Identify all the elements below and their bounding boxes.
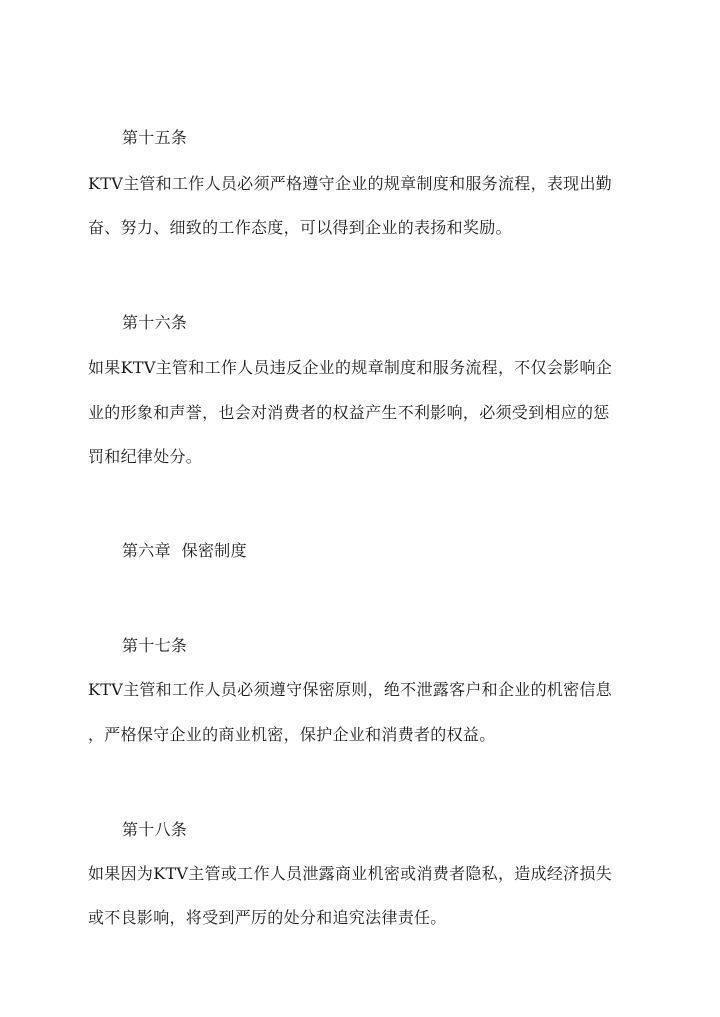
article-17-line-2: ，严格保守企业的商业机密，保护企业和消费者的权益。 bbox=[88, 725, 496, 744]
article-16-heading: 第十六条 bbox=[122, 313, 188, 332]
article-18-line-2: 或不良影响，将受到严厉的处分和追究法律责任。 bbox=[88, 908, 447, 927]
article-16-line-1: 如果KTV主管和工作人员违反企业的规章制度和服务流程，不仅会影响企 bbox=[88, 358, 613, 377]
article-17-heading: 第十七条 bbox=[122, 636, 188, 655]
article-18-line-1: 如果因为KTV主管或工作人员泄露商业机密或消费者隐私，造成经济损失 bbox=[88, 864, 613, 883]
article-15-heading: 第十五条 bbox=[122, 128, 188, 147]
article-16-line-2: 业的形象和声誉，也会对消费者的权益产生不利影响，必须受到相应的惩 bbox=[88, 403, 610, 422]
article-15-line-1: KTV主管和工作人员必须严格遵守企业的规章制度和服务流程，表现出勤 bbox=[88, 174, 613, 193]
article-17-line-1: KTV主管和工作人员必须遵守保密原则，绝不泄露客户和企业的机密信息 bbox=[88, 680, 613, 699]
chapter-6-heading: 第六章 保密制度 bbox=[122, 541, 247, 560]
article-18-heading: 第十八条 bbox=[122, 820, 188, 839]
article-16-line-3: 罚和纪律处分。 bbox=[88, 447, 203, 466]
article-15-line-2: 奋、努力、细致的工作态度，可以得到企业的表扬和奖励。 bbox=[88, 218, 512, 237]
